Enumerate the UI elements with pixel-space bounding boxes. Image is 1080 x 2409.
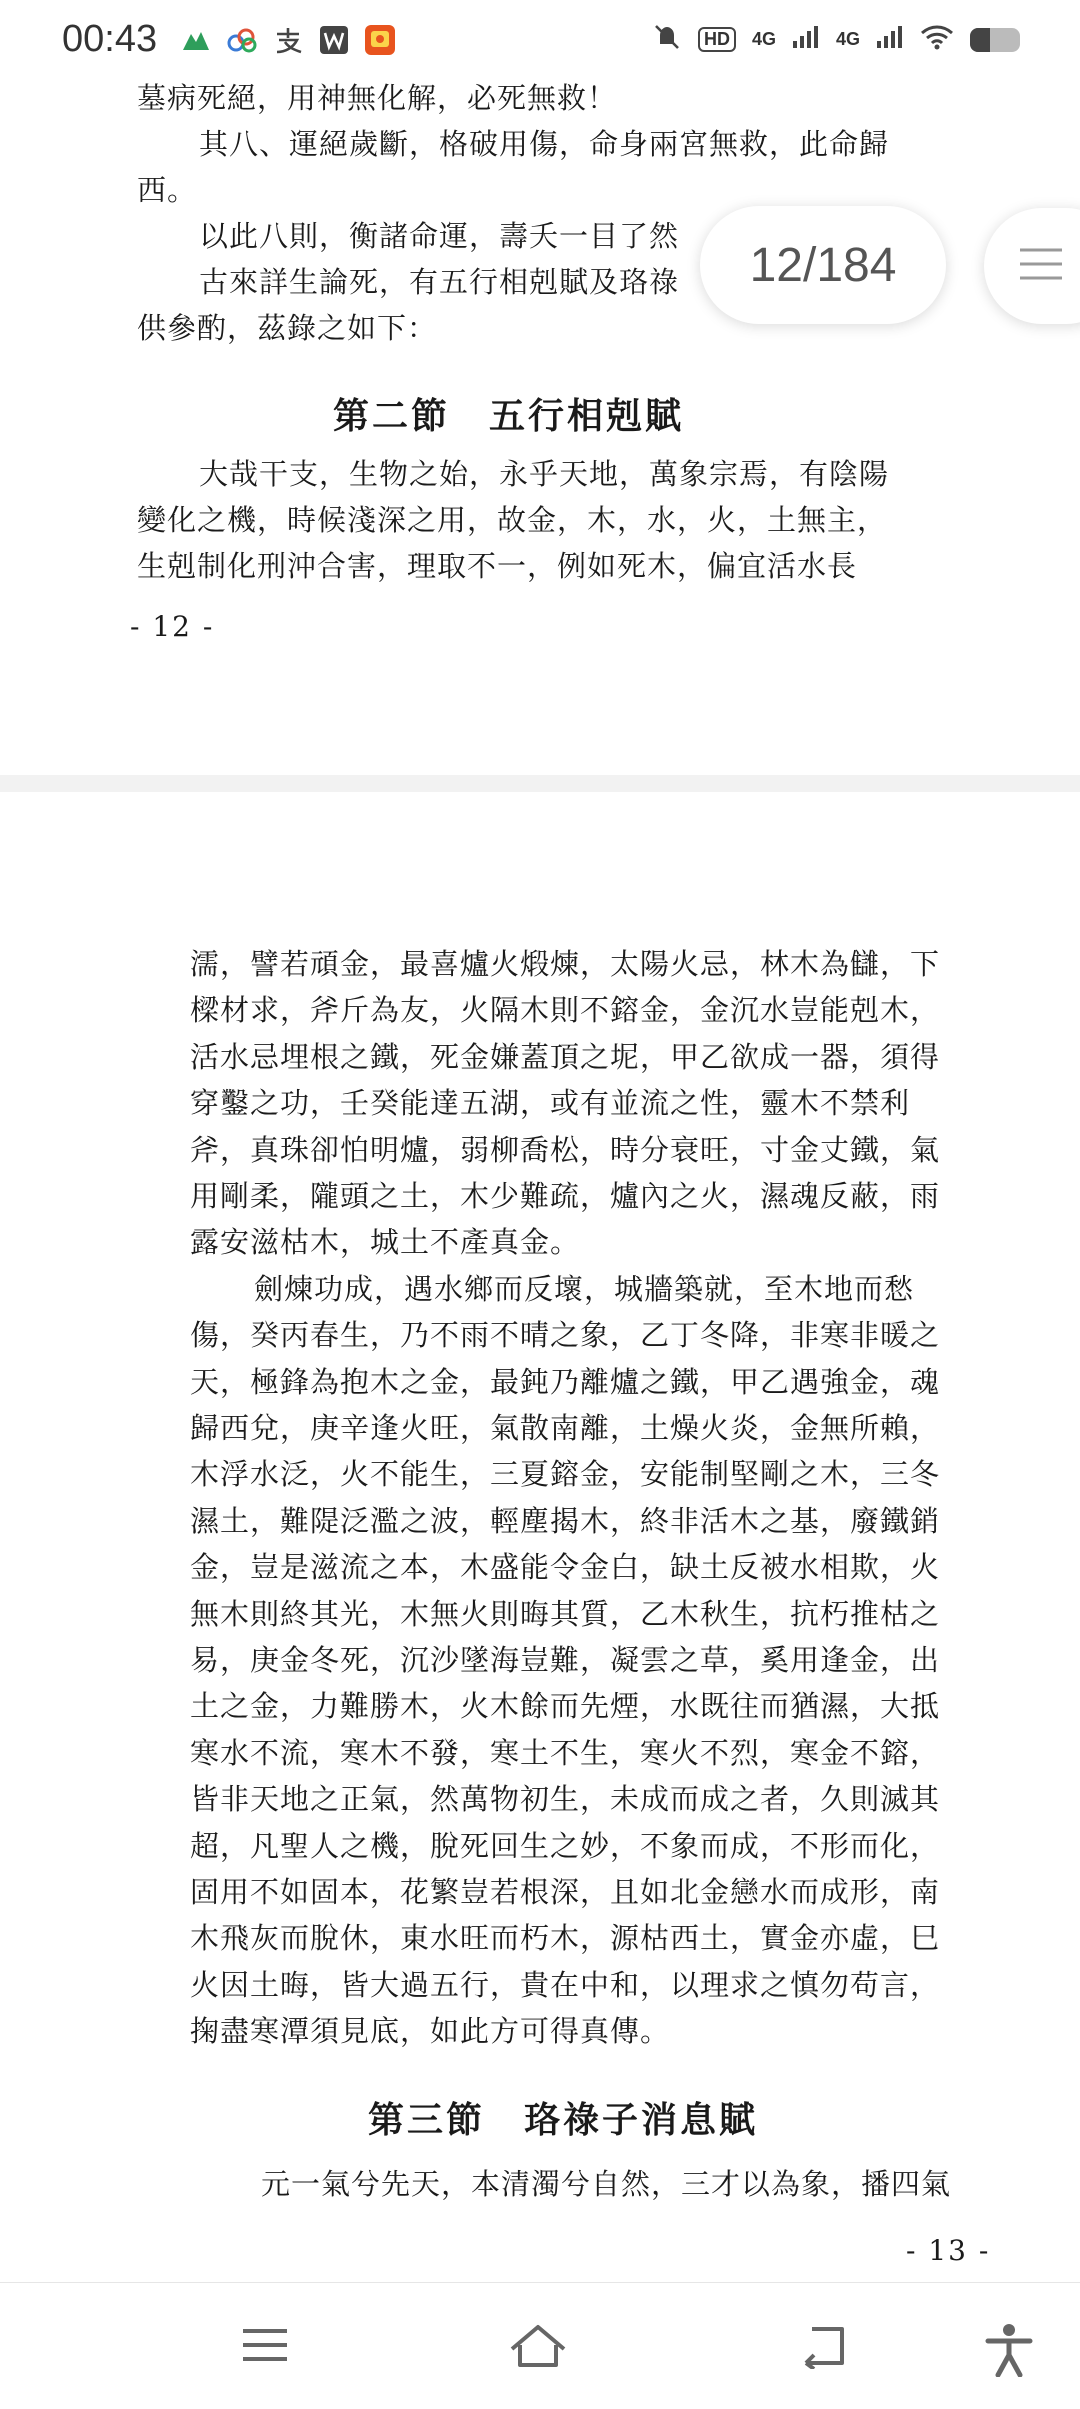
text-line: 傷，癸丙春生，乃不雨不晴之象，乙丁冬降，非寒非暖之	[190, 1318, 941, 1353]
signal-icon	[792, 25, 820, 54]
page-number: - 13 -	[906, 2234, 991, 2267]
text-line: 古來詳生論死，有五行相剋賦及珞祿	[199, 265, 680, 299]
accessibility-icon	[984, 2323, 1034, 2377]
network-label-2: 4G	[835, 29, 860, 49]
page-divider	[0, 775, 1080, 792]
text-line: 金，豈是滋流之本，木盛能令金白，缺土反被水相欺，火	[190, 1550, 941, 1585]
mute-icon	[652, 22, 682, 57]
section-heading: 第三節 珞祿子消息賦	[368, 2099, 759, 2141]
signal-icon-2	[876, 25, 904, 54]
text-line: 劍煉功成，遇水鄉而反壞，城牆築就，至木地而愁	[254, 1271, 915, 1306]
page-indicator[interactable]: 12/184	[700, 206, 946, 324]
text-line: 木浮水泛，火不能生，三夏鎔金，安能制堅剛之木，三冬	[190, 1457, 941, 1492]
text-line: 生剋制化刑沖合害，理取不一，例如死木，偏宜活水長	[137, 549, 858, 583]
section-heading: 第二節 五行相剋賦	[333, 395, 685, 437]
menu-button[interactable]	[240, 2323, 300, 2373]
text-line: 火因土晦，皆大過五行，貴在中和，以理求之慎勿苟言，	[190, 1967, 941, 2002]
hd-badge: HD	[698, 27, 736, 52]
text-line: 大哉干支，生物之始，永乎天地，萬象宗焉，有陰陽	[199, 457, 890, 491]
alipay-icon	[272, 24, 304, 56]
back-button[interactable]	[798, 2323, 858, 2373]
text-line: 掬盡寒潭須見底，如此方可得真傳。	[190, 2014, 671, 2049]
text-line: 活水忌埋根之鐵，死金嫌蓋頂之坭，甲乙欲成一器，須得	[190, 1039, 941, 1074]
text-line: 其八、運絕歲斷，格破用傷，命身兩宮無救，此命歸	[199, 127, 890, 161]
maps-icon	[180, 24, 212, 56]
menu-icon	[1018, 244, 1064, 284]
home-icon	[508, 2323, 568, 2369]
text-line: 西。	[137, 173, 198, 207]
text-line: 固用不如固本，花繁豈若根深，且如北金戀水而成形，南	[190, 1875, 941, 1909]
page-number: - 12 -	[130, 610, 215, 643]
text-line: 斧，真珠卻怕明爐，弱柳喬松，時分衰旺，寸金丈鐵，氣	[190, 1132, 941, 1167]
text-line: 穿鑿之功，壬癸能達五湖，或有並流之性，靈木不禁利	[190, 1086, 911, 1121]
text-line: 超，凡聖人之機，脫死回生之妙，不象而成，不形而化，	[190, 1828, 941, 1863]
taobao-icon	[364, 24, 396, 56]
text-line: 木飛灰而脫休，東水旺而朽木，源枯西土，實金亦虛，巳	[190, 1921, 941, 1956]
wps-icon	[318, 24, 350, 56]
battery-level	[970, 28, 990, 52]
text-line: 墓病死絕，用神無化解，必死無救！	[137, 81, 618, 115]
text-line: 無木則終其光，木無火則晦其質，乙木秋生，抗朽推枯之	[190, 1596, 941, 1631]
network-label-1: 4G	[751, 29, 776, 49]
accessibility-button[interactable]	[984, 2323, 1044, 2373]
text-line: 樑材求，斧斤為友，火隔木則不鎔金，金沉水豈能剋木，	[190, 993, 941, 1028]
text-line: 土之金，力難勝木，火木餘而先煙，水既往而猶濕，大抵	[190, 1689, 941, 1724]
menu-icon	[240, 2323, 290, 2367]
text-line: 濕土，難隄泛濫之波，輕塵揭木，終非活木之基，廢鐵銷	[190, 1503, 941, 1538]
text-line: 皆非天地之正氣，然萬物初生，未成而成之者，久則滅其	[190, 1782, 941, 1817]
text-line: 供參酌，茲錄之如下：	[137, 311, 438, 345]
pdf-page-12	[0, 70, 1080, 775]
back-icon	[798, 2323, 850, 2369]
text-line: 寒水不流，寒木不發，寒土不生，寒火不烈，寒金不鎔，	[190, 1735, 941, 1770]
battery-icon	[970, 28, 1020, 52]
text-line: 濡，譬若頑金，最喜爐火煅煉，太陽火忌，林木為讎，下	[190, 947, 941, 981]
clock: 00:43	[62, 18, 158, 60]
text-line: 易，庚金冬死，沉沙墜海豈難，凝雲之草，奚用逢金，出	[190, 1643, 941, 1677]
pdf-page-13	[0, 792, 1080, 2282]
text-line: 元一氣兮先天，本清濁兮自然，三才以為象，播四氣	[261, 2167, 952, 2201]
home-button[interactable]	[508, 2323, 568, 2373]
notification-icons	[180, 24, 396, 56]
text-line: 露安滋枯木，城土不產真金。	[190, 1225, 581, 1260]
wifi-icon	[920, 24, 954, 55]
text-line: 用剛柔，隴頭之土，木少難疏，爐內之火，濕魂反蔽，雨	[190, 1179, 941, 1213]
system-nav-bar	[0, 2282, 1080, 2409]
text-line: 以此八則，衡諸命運，壽夭一目了然	[199, 219, 680, 253]
text-line: 歸西兌，庚辛逢火旺，氣散南離，土燥火炎，金無所賴，	[190, 1411, 941, 1445]
cloud-icon	[226, 24, 258, 56]
text-line: 變化之機，時候淺深之用，故金，木，水，火，土無主，	[137, 503, 888, 537]
text-line: 天，極鋒為抱木之金，最鈍乃離爐之鐵，甲乙遇強金，魂	[190, 1364, 941, 1399]
system-indicators	[652, 22, 1020, 57]
